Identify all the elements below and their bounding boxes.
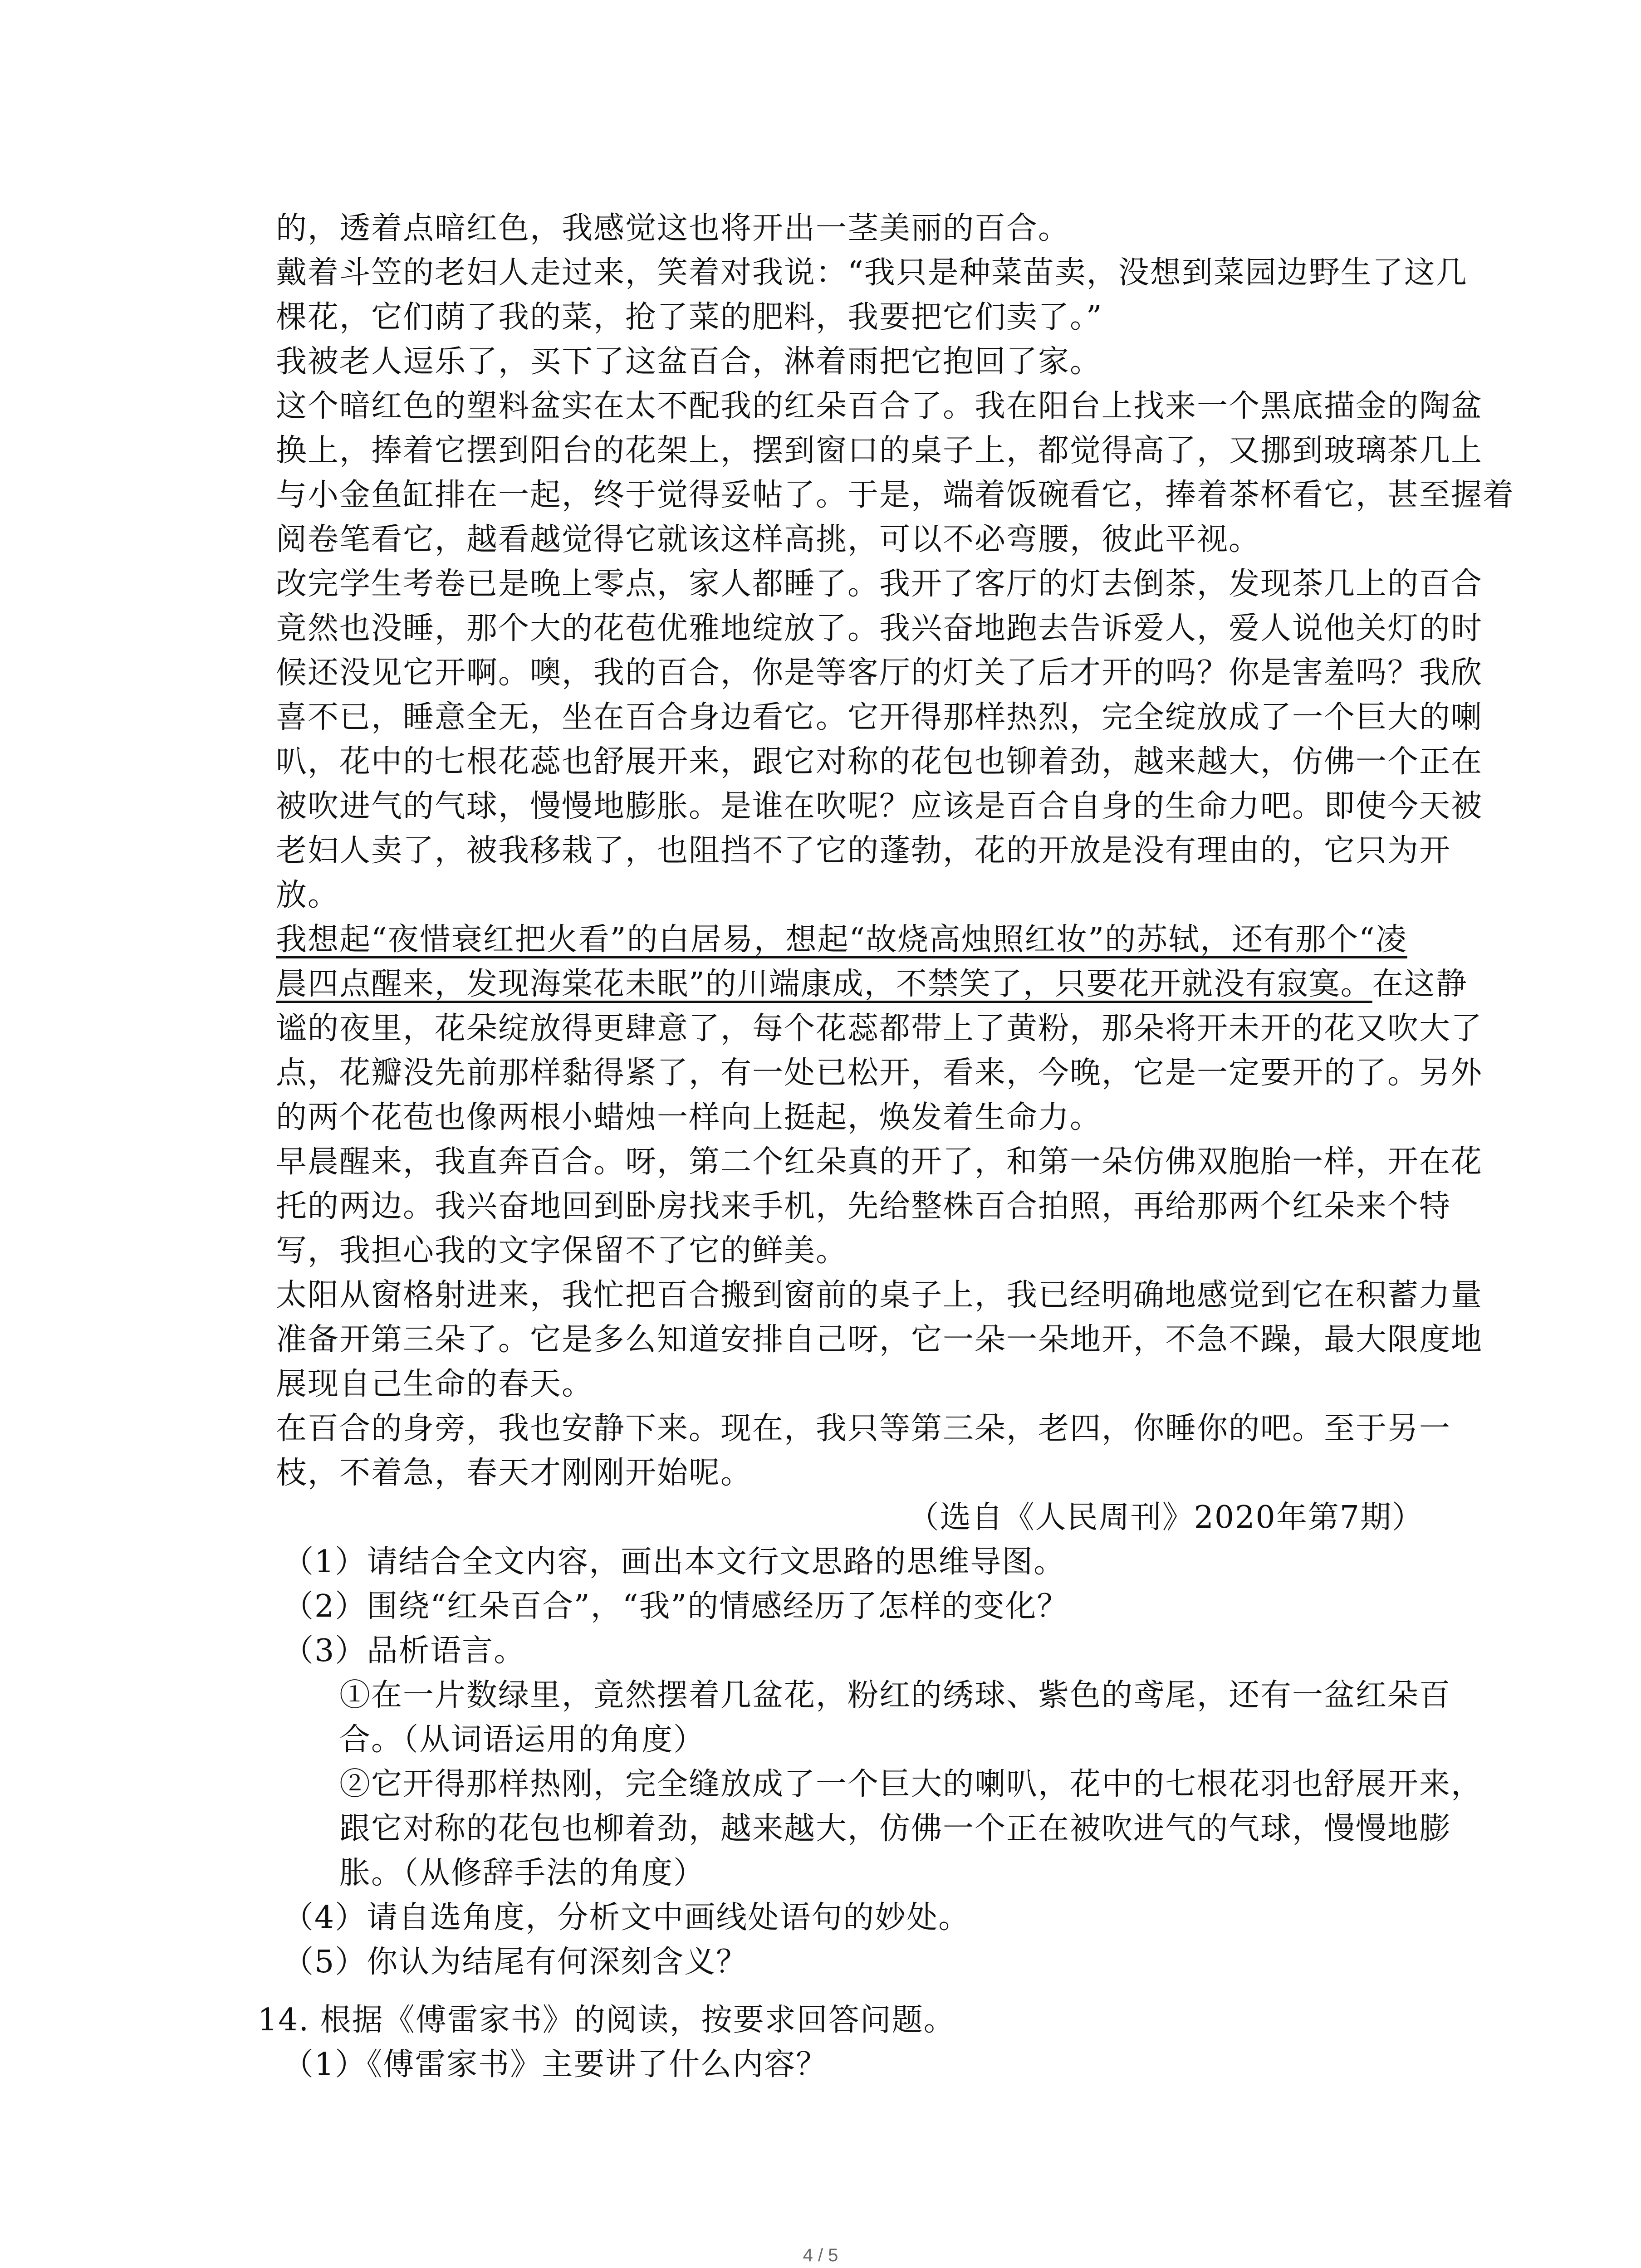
underlined-passage-line bbox=[276, 918, 1424, 962]
passage-line: 被吹进气的气球，慢慢地膨胀。是谁在吹呢？应该是百合自身的生命力吧。即使今天被 bbox=[276, 788, 1483, 824]
passage-line: 展现自己生命的春天。 bbox=[276, 1366, 594, 1402]
underlined-sentence: 晨四点醒来，发现海棠花未眠”的川端康成，不禁笑了，只要花开就没有寂寞。 bbox=[276, 966, 1372, 1002]
passage-line: 太阳从窗格射进来，我忙把百合搬到窗前的桌子上，我已经明确地感觉到它在积蓄力量 bbox=[276, 1277, 1483, 1313]
passage-line: 这个暗红色的塑料盆实在太不配我的红朵百合了。我在阳台上找来一个黑底描金的陶盆 bbox=[276, 388, 1483, 424]
question-14-sub-1: （1）《傅雷家书》主要讲了什么内容？ bbox=[283, 2047, 828, 2082]
question-3-item-a: 合。（从词语运用的角度） bbox=[339, 1722, 705, 1758]
passage-line: 阅卷笔看它，越看越觉得它就该这样高挑，可以不必弯腰，彼此平视。 bbox=[276, 522, 1261, 557]
passage-line: 的两个花苞也像两根小蜡烛一样向上挺起，焕发着生命力。 bbox=[276, 1100, 1102, 1135]
document-content bbox=[258, 206, 1515, 2087]
passage-line: 竟然也没睡，那个大的花苞优雅地绽放了。我兴奋地跑去告诉爱人，爱人说他关灯的时 bbox=[276, 611, 1483, 646]
passage-line: 我被老人逗乐了，买下了这盆百合，淋着雨把它抱回了家。 bbox=[276, 344, 1102, 380]
passage-line: 在百合的身旁，我也安静下来。现在，我只等第三朵，老四，你睡你的吧。至于另一 bbox=[276, 1411, 1451, 1447]
question-4: （4）请自选角度，分析文中画线处语句的妙处。 bbox=[283, 1900, 970, 1936]
passage-line: 换上，捧着它摆到阳台的花架上，摆到窗口的桌子上，都觉得高了，又挪到玻璃茶几上 bbox=[276, 433, 1483, 469]
passage-line: 喜不已，睡意全无，坐在百合身边看它。它开得那样热烈，完全绽放成了一个巨大的喇 bbox=[276, 699, 1483, 735]
passage-line: 候还没见它开啊。噢，我的百合，你是等客厅的灯关了后才开的吗？你是害羞吗？我欣 bbox=[276, 655, 1483, 691]
passage-line: 写，我担心我的文字保留不了它的鲜美。 bbox=[276, 1233, 848, 1269]
passage-line: 谧的夜里，花朵绽放得更肆意了，每个花蕊都带上了黄粉，那朵将开未开的花又吹大了 bbox=[276, 1011, 1483, 1046]
passage-line: 早晨醒来，我直奔百合。呀，第二个红朵真的开了，和第一朵仿佛双胞胎一样，开在花 bbox=[276, 1144, 1483, 1180]
passage-line: 准备开第三朵了。它是多么知道安排自己呀，它一朵一朵地开，不急不躁，最大限度地 bbox=[276, 1322, 1483, 1358]
underlined-passage-line bbox=[276, 962, 1468, 1007]
question-1: （1）请结合全文内容，画出本文行文思路的思维导图。 bbox=[283, 1544, 1066, 1580]
source-citation: （选自《人民周刊》2020年第7期） bbox=[908, 1500, 1424, 1535]
passage-line: 老妇人卖了，被我移栽了，也阻挡不了它的蓬勃，花的开放是没有理由的，它只为开 bbox=[276, 833, 1451, 869]
passage-line: 改完学生考卷已是晚上零点，家人都睡了。我开了客厅的灯去倒茶，发现茶几上的百合 bbox=[276, 566, 1483, 602]
passage-line: 枝，不着急，春天才刚刚开始呢。 bbox=[276, 1455, 753, 1491]
question-3-item-a: ①在一片数绿里，竟然摆着几盆花，粉红的绣球、紫色的鸢尾，还有一盆红朵百 bbox=[339, 1677, 1451, 1713]
question-3-item-b: ②它开得那样热刚，完全缝放成了一个巨大的喇叭，花中的七根花羽也舒展开来， bbox=[339, 1766, 1483, 1802]
passage-line: 放。 bbox=[276, 877, 340, 913]
question-14-title: 14. 根据《傅雷家书》的阅读，按要求回答问题。 bbox=[258, 2002, 955, 2038]
passage-line: 托的两边。我兴奋地回到卧房找来手机，先给整株百合拍照，再给那两个红朵来个特 bbox=[276, 1188, 1451, 1224]
passage-line: 棵花，它们荫了我的菜，抢了菜的肥料，我要把它们卖了。” bbox=[276, 299, 1103, 335]
question-2: （2）围绕“红朵百合”，“我”的情感经历了怎样的变化？ bbox=[283, 1589, 1069, 1624]
question-3-item-b: 跟它对称的花包也柳着劲，越来越大，仿佛一个正在被吹进气的气球，慢慢地膨 bbox=[339, 1811, 1451, 1847]
passage-text-tail: 在这静 bbox=[1372, 966, 1468, 1002]
passage-line: 的，透着点暗红色，我感觉这也将开出一茎美丽的百合。 bbox=[276, 210, 1070, 246]
passage-line: 点，花瓣没先前那样黏得紧了，有一处已松开，看来，今晚，它是一定要开的了。另外 bbox=[276, 1055, 1483, 1091]
passage-line: 叭，花中的七根花蕊也舒展开来，跟它对称的花包也铆着劲，越来越大，仿佛一个正在 bbox=[276, 744, 1483, 780]
question-3-item-b: 胀。（从修辞手法的角度） bbox=[339, 1855, 705, 1891]
passage-line: 与小金鱼缸排在一起，终于觉得妥帖了。于是，端着饭碗看它，捧着茶杯看它，甚至握着 bbox=[276, 477, 1515, 513]
page-number: 4 / 5 bbox=[803, 2245, 838, 2265]
section-gap bbox=[276, 1984, 1424, 1998]
underlined-sentence: 我想起“夜惜衰红把火看”的白居易，想起“故烧高烛照红妆”的苏轼，还有那个“凌 bbox=[276, 922, 1407, 958]
question-5: （5）你认为结尾有何深刻含义？ bbox=[283, 1944, 748, 1980]
passage-line: 戴着斗笠的老妇人走过来，笑着对我说：“我只是种菜苗卖，没想到菜园边野生了这几 bbox=[276, 255, 1468, 291]
question-3: （3）品析语言。 bbox=[283, 1633, 526, 1669]
